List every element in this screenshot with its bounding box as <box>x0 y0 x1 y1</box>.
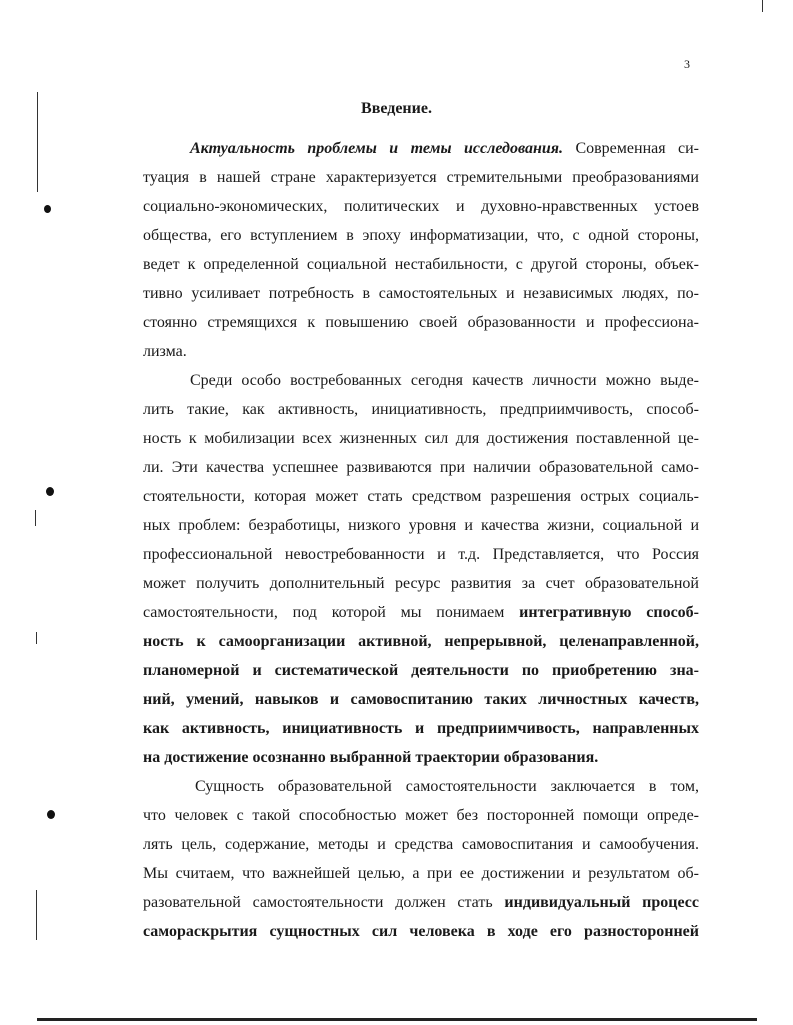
binder-hole-mark <box>46 487 54 496</box>
paragraph-2-line-12: ний, умений, навыков и самовоспитанию таких личностных качеств, <box>143 691 699 708</box>
paragraph-1-line-3: социально-экономических, политических и духовно-нравственных устоев <box>143 198 699 215</box>
paragraph-3-line-3: лять цель, содержание, методы и средства самовоспитания и самообучения. <box>143 836 699 853</box>
paragraph-2-line-11: планомерной и систематической деятельности по приобретению зна- <box>143 662 699 679</box>
paragraph-2-line-9 <box>143 603 699 623</box>
section-lead: Актуальность проблемы и темы исследования. <box>190 140 564 157</box>
binder-hole-mark <box>47 810 55 819</box>
paragraph-3-line-1: Сущность образовательной самостоятельности заключается в том, <box>195 778 699 795</box>
definition-bold-start: интегративную способ- <box>519 604 700 621</box>
paragraph-2-line-13: как активность, инициативность и предприимчивость, направленных <box>143 720 699 737</box>
paragraph-1-line-5: ведет к определенной социальной нестабильности, с другой стороны, объек- <box>143 256 699 273</box>
paragraph-3-line-4: Мы считаем, что важнейшей целью, а при ее достижении и результатом об- <box>143 865 699 882</box>
paragraph-2-line-1: Среди особо востребованных сегодня качеств личности можно выде- <box>190 372 699 389</box>
scan-edge-line <box>36 632 37 644</box>
paragraph-2-line-7: профессиональной невостребованности и т.д. Представляется, что Россия <box>143 546 699 563</box>
paragraph-3-line-5-plain: разовательной самостоятельности должен стать <box>143 894 505 911</box>
paragraph-3-line-2: что человек с такой способностью может без посторонней помощи опреде- <box>143 807 699 824</box>
paragraph-3-line-6: самораскрытия сущностных сил человека в ходе его разносторонней <box>143 923 699 940</box>
paragraph-2-line-9-plain: самостоятельности, под которой мы понимаем <box>143 604 520 621</box>
paragraph-1-line-8: лизма. <box>143 343 187 360</box>
scan-bottom-edge <box>37 1018 757 1021</box>
page-title: Введение. <box>361 100 432 117</box>
paragraph-3-line-5-bold: индивидуальный процесс <box>504 894 699 911</box>
paragraph-2-line-14: на достижение осознанно выбранной траектории образования. <box>143 749 599 766</box>
scan-edge-line <box>37 92 38 192</box>
scan-edge-line <box>35 510 36 526</box>
paragraph-1-line-1 <box>190 139 699 159</box>
paragraph-1-line-2: туация в нашей стране характеризуется стремительными преобразованиями <box>143 169 699 186</box>
page-number: 3 <box>684 57 690 71</box>
paragraph-2-line-5: стоятельности, которая может стать средством разрешения острых социаль- <box>143 488 699 505</box>
paragraph-2-line-6: ных проблем: безработицы, низкого уровня и качества жизни, социальной и <box>143 517 699 534</box>
paragraph-1-line-6: тивно усиливает потребность в самостоятельных и независимых людях, по- <box>143 285 699 302</box>
paragraph-3-line-5 <box>143 893 699 913</box>
scan-corner-mark <box>762 0 763 12</box>
paragraph-2-line-8: может получить дополнительный ресурс развития за счет образовательной <box>143 575 699 592</box>
paragraph-2-line-2: лить такие, как активность, инициативность, предприимчивость, способ- <box>143 401 699 418</box>
scan-edge-line <box>36 890 37 940</box>
paragraph-2-line-3: ность к мобилизации всех жизненных сил для достижения поставленной це- <box>143 430 699 447</box>
paragraph-2-line-4: ли. Эти качества успешнее развиваются при наличии образовательной само- <box>143 459 699 476</box>
paragraph-1-line-1-rest: Современная си- <box>563 140 699 157</box>
paragraph-2-line-10: ность к самоорганизации активной, непрерывной, целенаправленной, <box>143 633 699 650</box>
binder-hole-mark <box>44 205 51 213</box>
paragraph-1-line-4: общества, его вступлением в эпоху информатизации, что, с одной стороны, <box>143 227 699 244</box>
paragraph-1-line-7: стоянно стремящихся к повышению своей образованности и профессиона- <box>143 314 699 331</box>
